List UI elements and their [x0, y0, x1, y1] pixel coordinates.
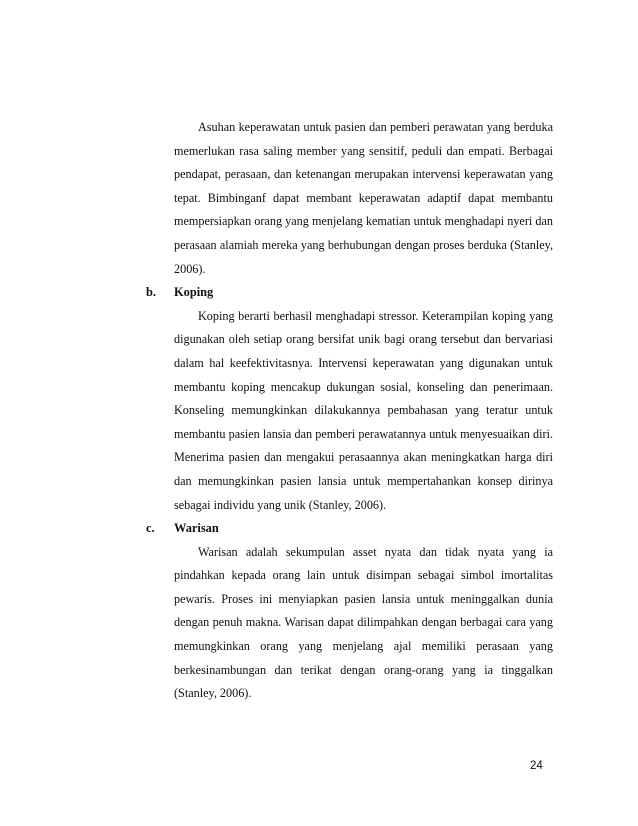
warisan-paragraph: Warisan adalah sekumpulan asset nyata dan tidak nyata yang ia pindahkan kepada orang lain untuk disimpan sebagai simbol imortalitas pewaris. Proses ini menyiapkan pasien lansia untuk meninggalkan dunia dengan penuh makna. Warisan dapat dilimpahkan dengan berbagai cara yang memungkinkan orang yang menjelang ajal memiliki perasaan yang berkesinambungan dan terikat dengan orang-orang yang ia tinggalkan (Stanley, 2006). — [174, 544, 553, 701]
koping-paragraph: Koping berarti berhasil menghadapi stressor. Keterampilan koping yang digunakan oleh setiap orang bersifat unik bagi orang tersebut dan bervariasi dalam hal keefektivitasnya. Intervensi keperawatan yang digunakan untuk membantu koping mencakup dukungan sosial, konseling dan penerimaan. Konseling memungkinkan dilakukannya pembahasan yang teratur untuk membantu pasien lansia dan pemberi perawatannya untuk menyesuaikan diri. Menerima pasien dan mengakui perasaannya akan meningkatkan harga diri dan memungkinkan pasien lansia untuk mempertahankan konsep dirinya sebagai individu yang unik (Stanley, 2006). — [174, 308, 553, 512]
section-marker-b: b. — [146, 285, 156, 300]
page-content — [146, 116, 553, 706]
intro-paragraph: Asuhan keperawatan untuk pasien dan pemberi perawatan yang berduka memerlukan rasa saling member yang sensitif, peduli dan empati. Berbagai pendapat, perasaan, dan ketenangan merupakan intervensi keperawatan yang tepat. Bimbinganf dapat membant keperawatan adaptif dapat membantu mempersiapkan orang yang menjelang kematian untuk menghadapi nyeri dan perasaan alamiah mereka yang berhubungan dengan proses berduka (Stanley, 2006). — [174, 120, 553, 276]
section-heading-warisan — [146, 517, 553, 541]
section-marker-c: c. — [146, 521, 155, 536]
section-title-warisan: Warisan — [174, 521, 219, 536]
section-heading-koping — [146, 281, 553, 305]
page-number: 24 — [530, 760, 543, 772]
section-title-koping: Koping — [174, 285, 214, 300]
